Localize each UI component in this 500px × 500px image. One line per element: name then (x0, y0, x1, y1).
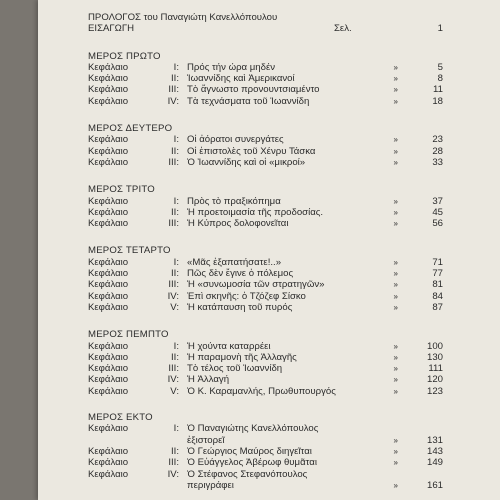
ditto-marker: » (393, 257, 398, 267)
ditto-marker: » (393, 341, 398, 351)
chapter-title: Ἰωαννίδης καὶ Ἀμερικανοί (187, 73, 295, 85)
chapter-label: Κεφάλαιο (88, 73, 129, 85)
chapter-label: Κεφάλαιο (88, 145, 129, 157)
ditto-marker: » (393, 74, 398, 84)
chapter-title: Ὁ Στέφανος Στεφανόπουλος (187, 468, 308, 480)
chapter-label: Κεφάλαιο (88, 445, 129, 457)
chapter-label: Κεφάλαιο (88, 268, 129, 280)
chapter-title: Τὸ τέλος τοῦ Ἰωαννίδη (187, 363, 283, 375)
page-number: 71 (432, 256, 443, 268)
chapter-label: Κεφάλαιο (88, 363, 129, 375)
chapter-label: Κεφάλαιο (88, 279, 129, 291)
chapter-number: II: (171, 445, 179, 457)
chapter-title: περιγράφει (187, 479, 234, 491)
page-number: 37 (432, 195, 443, 207)
page-number: 33 (432, 156, 443, 168)
chapter-row (88, 96, 443, 107)
chapter-number: III: (168, 84, 179, 96)
chapter-number: II: (171, 268, 179, 280)
chapter-label: Κεφάλαιο (88, 61, 129, 73)
chapter-row (88, 146, 443, 157)
chapter-row (88, 363, 443, 374)
chapter-label: Κεφάλαιο (88, 301, 129, 313)
chapter-row (88, 423, 443, 434)
chapter-row (88, 73, 443, 84)
ditto-marker: » (393, 291, 398, 301)
chapter-number: IV: (167, 290, 179, 302)
chapter-label: Κεφάλαιο (88, 374, 129, 386)
page-number: 18 (432, 95, 443, 107)
chapter-number: IV: (167, 95, 179, 107)
chapter-title: Ὁ Γεώργιος Μαύρος διηγεῖται (187, 445, 312, 457)
chapter-title: Ἐπὶ σκηνῆς: ὁ Τζόζεφ Σίσκο (187, 290, 306, 302)
page-number: 84 (432, 290, 443, 302)
chapter-label: Κεφάλαιο (88, 468, 129, 480)
page-number: 100 (426, 340, 443, 352)
chapter-row (88, 302, 443, 313)
ditto-marker: » (393, 196, 398, 206)
page-number: 149 (426, 457, 443, 469)
ditto-marker: » (393, 157, 398, 167)
page-number: 87 (432, 301, 443, 313)
chapter-row (88, 341, 443, 352)
ditto-marker: » (393, 302, 398, 312)
part-heading (88, 245, 443, 256)
chapter-number: III: (168, 457, 179, 469)
part-heading (88, 184, 443, 195)
chapter-title: Πῶς δὲν ἔγινε ὁ πόλεμος (187, 268, 294, 280)
chapter-row (88, 457, 443, 468)
chapter-label: Κεφάλαιο (88, 206, 129, 218)
chapter-number: III: (168, 363, 179, 375)
chapter-label: ΜΕΡΟΣ ΠΕΜΠΤΟ (88, 329, 169, 341)
chapter-row (88, 157, 443, 168)
chapter-title: Πρός τήν ώρα μηδέν (187, 61, 276, 73)
chapter-label: Κεφάλαιο (88, 156, 129, 168)
chapter-label: ΜΕΡΟΣ ΔΕΥΤΕΡΟ (88, 123, 173, 135)
page-number: 130 (426, 351, 443, 363)
ditto-marker: » (393, 96, 398, 106)
chapter-number: II: (171, 351, 179, 363)
chapter-number: V: (170, 385, 179, 397)
chapter-number: III: (168, 279, 179, 291)
ditto-marker: » (393, 207, 398, 217)
ditto-marker: » (393, 280, 398, 290)
ditto-marker: » (393, 269, 398, 279)
intro-page-number: 1 (437, 23, 443, 35)
chapter-label: Κεφάλαιο (88, 218, 129, 230)
chapter-title: Ἡ Ἀλλαγή (187, 374, 230, 386)
chapter-row (88, 279, 443, 290)
page-number: 143 (426, 445, 443, 457)
chapter-label: Κεφάλαιο (88, 423, 129, 435)
ditto-marker: » (393, 85, 398, 95)
part-heading (88, 412, 443, 423)
chapter-title: Τὰ τεχνάσματα τοῦ Ἰωαννίδη (187, 95, 310, 107)
chapter-row (88, 446, 443, 457)
chapter-number: I: (173, 256, 179, 268)
ditto-marker: » (393, 219, 398, 229)
chapter-label: Κεφάλαιο (88, 290, 129, 302)
chapter-row (88, 374, 443, 385)
chapter-title: Ὁ Ἰωαννίδης καὶ οἱ «μικροί» (187, 156, 306, 168)
page-number: 8 (437, 73, 443, 85)
chapter-label: Κεφάλαιο (88, 457, 129, 469)
page-number: 81 (432, 279, 443, 291)
page-number: 11 (433, 84, 443, 96)
chapter-title: Ἡ προετοιμασία τῆς προδοσίας. (187, 206, 324, 218)
page-number: 161 (426, 479, 443, 491)
chapter-number: II: (171, 73, 179, 85)
ditto-marker: » (393, 386, 398, 396)
chapter-number: III: (168, 156, 179, 168)
chapter-title: Ἡ «συνωμοσία τῶν στρατηγῶν» (187, 279, 325, 291)
part-heading (88, 51, 443, 62)
chapter-title: Ὁ Εὐάγγελος Ἀβέρωφ θυμᾶται (187, 457, 317, 469)
page-number: 131 (426, 434, 443, 446)
chapter-title: Ὁ Παναγιώτης Κανελλόπουλος (187, 423, 319, 435)
chapter-title: Ὁ Κ. Καραμανλής, Πρωθυπουργός (187, 385, 336, 397)
page-number: 123 (426, 385, 443, 397)
ditto-marker: » (393, 146, 398, 156)
chapter-row (88, 257, 443, 268)
chapter-title: Οἱ ἀόρατοι συνεργάτες (187, 134, 284, 146)
chapter-row (88, 291, 443, 302)
chapter-row (88, 386, 443, 397)
chapter-number: IV: (167, 374, 179, 386)
ditto-marker: » (393, 135, 398, 145)
chapter-row (88, 352, 443, 363)
page-number: 56 (432, 218, 443, 230)
chapter-number: V: (170, 301, 179, 313)
chapter-title: Ἡ Κύπρος δολοφονεῖται (187, 218, 289, 230)
table-of-contents (88, 12, 443, 491)
part-heading (88, 329, 443, 340)
chapter-number: II: (171, 145, 179, 157)
chapter-number: I: (173, 340, 179, 352)
chapter-label: ΜΕΡΟΣ ΤΕΤΑΡΤΟ (88, 245, 171, 257)
chapter-label: Κεφάλαιο (88, 95, 129, 107)
chapter-row (88, 62, 443, 73)
part-heading (88, 123, 443, 134)
chapter-row (88, 84, 443, 95)
chapter-number: I: (173, 134, 179, 146)
book-page (38, 0, 500, 500)
chapter-label: ΜΕΡΟΣ ΠΡΩΤΟ (88, 50, 161, 62)
chapter-title: Πρὸς τὸ πραξικόπημα (187, 195, 281, 207)
chapter-title: ἐξιστορεῖ (187, 434, 225, 446)
chapter-label: Κεφάλαιο (88, 195, 129, 207)
chapter-number: I: (173, 61, 179, 73)
chapter-label: Κεφάλαιο (88, 385, 129, 397)
ditto-marker: » (393, 62, 398, 72)
chapter-title: Ἡ κατάπαυση τοῦ πυρός (187, 301, 293, 313)
page-number: 111 (428, 363, 443, 375)
page-number: 5 (437, 61, 443, 73)
prologue-row (88, 12, 443, 23)
ditto-marker: » (393, 435, 398, 445)
page-number: 45 (432, 206, 443, 218)
chapter-label: Κεφάλαιο (88, 351, 129, 363)
ditto-marker: » (393, 352, 398, 362)
chapter-label: Κεφάλαιο (88, 84, 129, 96)
chapter-number: IV: (167, 468, 179, 480)
chapter-label: Κεφάλαιο (88, 256, 129, 268)
chapter-label: Κεφάλαιο (88, 134, 129, 146)
chapter-number: I: (173, 195, 179, 207)
chapter-title: Ἡ χούντα καταρρέει (187, 340, 271, 352)
chapter-row (88, 134, 443, 145)
chapter-label: Κεφάλαιο (88, 340, 129, 352)
chapter-title: Τὸ ἄγνωστο προνουντσιαμέντο (187, 84, 320, 96)
page-number: 77 (432, 268, 443, 280)
chapter-row-continued (88, 480, 443, 491)
chapter-row (88, 196, 443, 207)
chapter-number: II: (171, 206, 179, 218)
ditto-marker: » (393, 458, 398, 468)
page-abbrev-label: Σελ. (334, 23, 352, 35)
chapter-row (88, 268, 443, 279)
chapter-row (88, 218, 443, 229)
prologue-title: ΠΡΟΛΟΓΟΣ του Παναγιώτη Κανελλόπουλου (88, 12, 278, 23)
chapter-number: I: (173, 423, 179, 435)
chapter-row (88, 207, 443, 218)
chapter-title: Ἡ παραμονὴ τῆς Ἀλλαγῆς (187, 351, 297, 363)
chapter-title: «Μᾶς ἐξαπατήσατε!..» (187, 256, 282, 268)
ditto-marker: » (393, 446, 398, 456)
page-number: 120 (426, 374, 443, 386)
chapter-row (88, 469, 443, 480)
chapter-number: III: (168, 218, 179, 230)
chapter-title: Οἱ ἐπιστολὲς τοῦ Χένρυ Τάσκα (187, 145, 316, 157)
intro-title: ΕΙΣΑΓΩΓΗ (88, 23, 135, 35)
chapter-label: ΜΕΡΟΣ ΤΡΙΤΟ (88, 184, 155, 196)
ditto-marker: » (393, 364, 398, 374)
chapter-label: ΜΕΡΟΣ ΕΚΤΟ (88, 412, 153, 424)
page-number: 23 (432, 134, 443, 146)
intro-row (88, 23, 443, 34)
ditto-marker: » (393, 375, 398, 385)
chapter-row-continued (88, 435, 443, 446)
ditto-marker: » (393, 480, 398, 490)
page-number: 28 (432, 145, 443, 157)
